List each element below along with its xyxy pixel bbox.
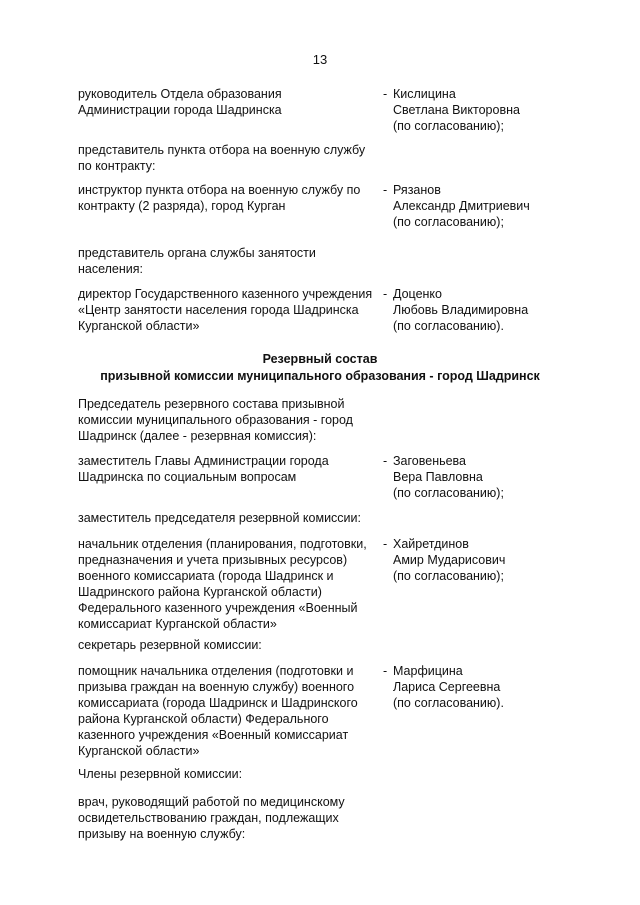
person-name: Хайретдинов Амир Мударисович (по согласованию); [393,537,506,583]
position-text: инструктор пункта отбора на военную службу по контракту (2 разряда), город Курган [78,183,361,213]
dash: - [383,537,388,551]
position-text: руководитель Отдела образования Администрации города Шадринска [78,87,282,117]
position-text: помощник начальника отделения (подготовки и призыва граждан на военную службу) военного комиссариата (города Шадринск и Шадринского района Курганской области) Федерального казенного учреждения «Военный комиссариат Курганской области» [78,664,358,758]
dash: - [383,454,388,468]
position-text: начальник отделения (планирования, подготовки, предназначения и учета призывных ресурсов) военного комиссариата (города Шадринск и Шадринского района Курганской области) Федерального казенного учреждения «Военный комиссариат Курганской области» [78,537,367,631]
position-text: заместитель Главы Администрации города Шадринска по социальным вопросам [78,454,329,484]
dash: - [383,287,388,301]
person-name: Рязанов Александр Дмитриевич (по согласованию); [393,183,530,229]
page-number: 13 [312,52,328,67]
person-name: Марфицина Лариса Сергеевна (по согласованию). [393,664,504,710]
person-name: Заговеньева Вера Павловна (по согласованию); [393,454,504,500]
dash: - [383,87,388,101]
dash: - [383,664,388,678]
group-heading: заместитель председателя резервной комиссии: [78,511,361,525]
group-heading: представитель органа службы занятости населения: [78,246,316,276]
group-heading: Председатель резервного состава призывной комиссии муниципального образования - город Шадринск (далее - резервная комиссия): [78,397,353,443]
section-title-line1: Резервный состав [262,352,378,366]
section-title-line2: призывной комиссии муниципального образования - город Шадринск [100,369,540,383]
group-heading: врач, руководящий работой по медицинскому освидетельствованию граждан, подлежащих призыву на военную службу: [78,795,345,841]
group-heading: Члены резервной комиссии: [78,767,243,781]
group-heading: представитель пункта отбора на военную службу по контракту: [78,143,366,173]
dash: - [383,183,388,197]
position-text: директор Государственного казенного учреждения «Центр занятости населения города Шадринска Курганской области» [78,287,373,333]
person-name: Доценко Любовь Владимировна (по согласованию). [393,287,529,333]
person-name: Кислицина Светлана Викторовна (по согласованию); [393,87,520,133]
group-heading: секретарь резервной комиссии: [78,638,262,652]
